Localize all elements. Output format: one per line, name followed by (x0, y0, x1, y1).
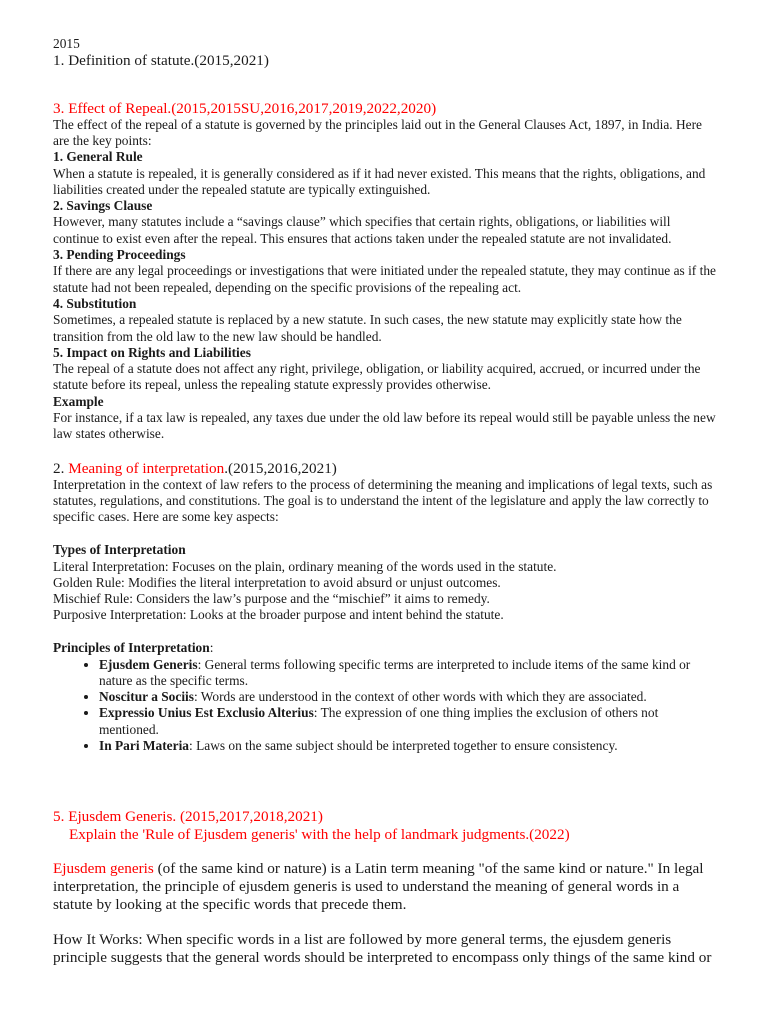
point-title: Example (53, 393, 104, 409)
ejusdem-paragraph-1: Ejusdem generis (of the same kind or nature) is a Latin term meaning "of the same kind or nature." In legal interpretation, the principle of ejusdem generis is used to understand the meaning of general words in a statute by looking at the specific words that precede them. (53, 859, 704, 913)
point-title: 4. Substitution (53, 295, 137, 311)
list-item: • Ejusdem Generis: General terms following specific terms are interpreted to include items of the same kind or nature as the specific terms. (99, 657, 716, 690)
point-title: 5. Impact on Rights and Liabilities (53, 344, 251, 360)
ejusdem-subheading: Explain the 'Rule of Ejusdem generis' with the help of landmark judgments.(2022) (69, 825, 570, 843)
interpretation-intro: Interpretation in the context of law refers to the process of determining the meaning and implications of legal texts, such as statutes, regulations, and constitutions. The goal is to understand the intent of the legislature and apply the law correctly to specific cases. Here are some key aspects: (53, 476, 713, 525)
point-text: For instance, if a tax law is repealed, any taxes due under the old law before its repeal would still be payable unless the new law states otherwise. (53, 410, 716, 442)
repeal-heading: 3. Effect of Repeal.(2015,2015SU,2016,2017,2019,2022,2020) (53, 99, 437, 117)
type-item: Golden Rule: Modifies the literal interpretation to avoid absurd or unjust outcomes. (53, 574, 501, 590)
point-text: Sometimes, a repealed statute is replaced by a new statute. In such cases, the new statute may explicitly state how the transition from the old law to the new law should be handled. (53, 312, 682, 344)
point-title: 1. General Rule (53, 149, 143, 165)
list-item: • Expressio Unius Est Exclusio Alterius: The expression of one thing implies the exclusion of others not mentioned. (99, 705, 716, 738)
principles-list (53, 657, 716, 755)
point-title: 3. Pending Proceedings (53, 247, 186, 263)
principles-heading: Principles of Interpretation: (53, 640, 214, 656)
types-heading: Types of Interpretation (53, 542, 186, 558)
list-item: • Noscitur a Sociis: Words are understood in the context of other words with which they are associated. (99, 689, 716, 705)
ejusdem-heading: 5. Ejusdem Generis. (2015,2017,2018,2021) (53, 808, 323, 826)
ejusdem-paragraph-2: How It Works: When specific words in a list are followed by more general terms, the ejusdem generis principle suggests that the general words should be interpreted to encompass only things of the same kind or (53, 930, 712, 966)
type-item: Mischief Rule: Considers the law’s purpose and the “mischief” it aims to remedy. (53, 591, 490, 607)
type-item: Purposive Interpretation: Looks at the broader purpose and intent behind the statute. (53, 607, 504, 623)
list-item: • In Pari Materia: Laws on the same subject should be interpreted together to ensure consistency. (99, 738, 716, 754)
point-text: If there are any legal proceedings or investigations that were initiated under the repealed statute, they may continue as if the statute had not been repealed, depending on the specific provisions of the repealing act. (53, 263, 716, 295)
point-title: 2. Savings Clause (53, 198, 153, 214)
point-text: When a statute is repealed, it is generally considered as if it had never existed. This means that the rights, obligations, and liabilities created under the repealed statute are typically extinguished. (53, 165, 706, 197)
type-item: Literal Interpretation: Focuses on the plain, ordinary meaning of the words used in the statute. (53, 558, 557, 574)
point-text: The repeal of a statute does not affect any right, privilege, obligation, or liability acquired, accrued, or incurred under the statute before its repeal, unless the repealing statute expressly provides otherwise. (53, 361, 701, 393)
year-line: 2015 (53, 36, 80, 51)
interpretation-heading: 2. Meaning of interpretation.(2015,2016,2021) (53, 459, 337, 477)
point-text: However, many statutes include a “savings clause” which specifies that certain rights, obligations, or liabilities will continue to exist even after the repeal. This ensures that actions taken under the repealed statute are not invalidated. (53, 214, 672, 246)
repeal-intro: The effect of the repeal of a statute is governed by the principles laid out in the General Clauses Act, 1897, in India. Here are the key points: (53, 116, 702, 148)
question-1: 1. Definition of statute.(2015,2021) (53, 52, 269, 70)
